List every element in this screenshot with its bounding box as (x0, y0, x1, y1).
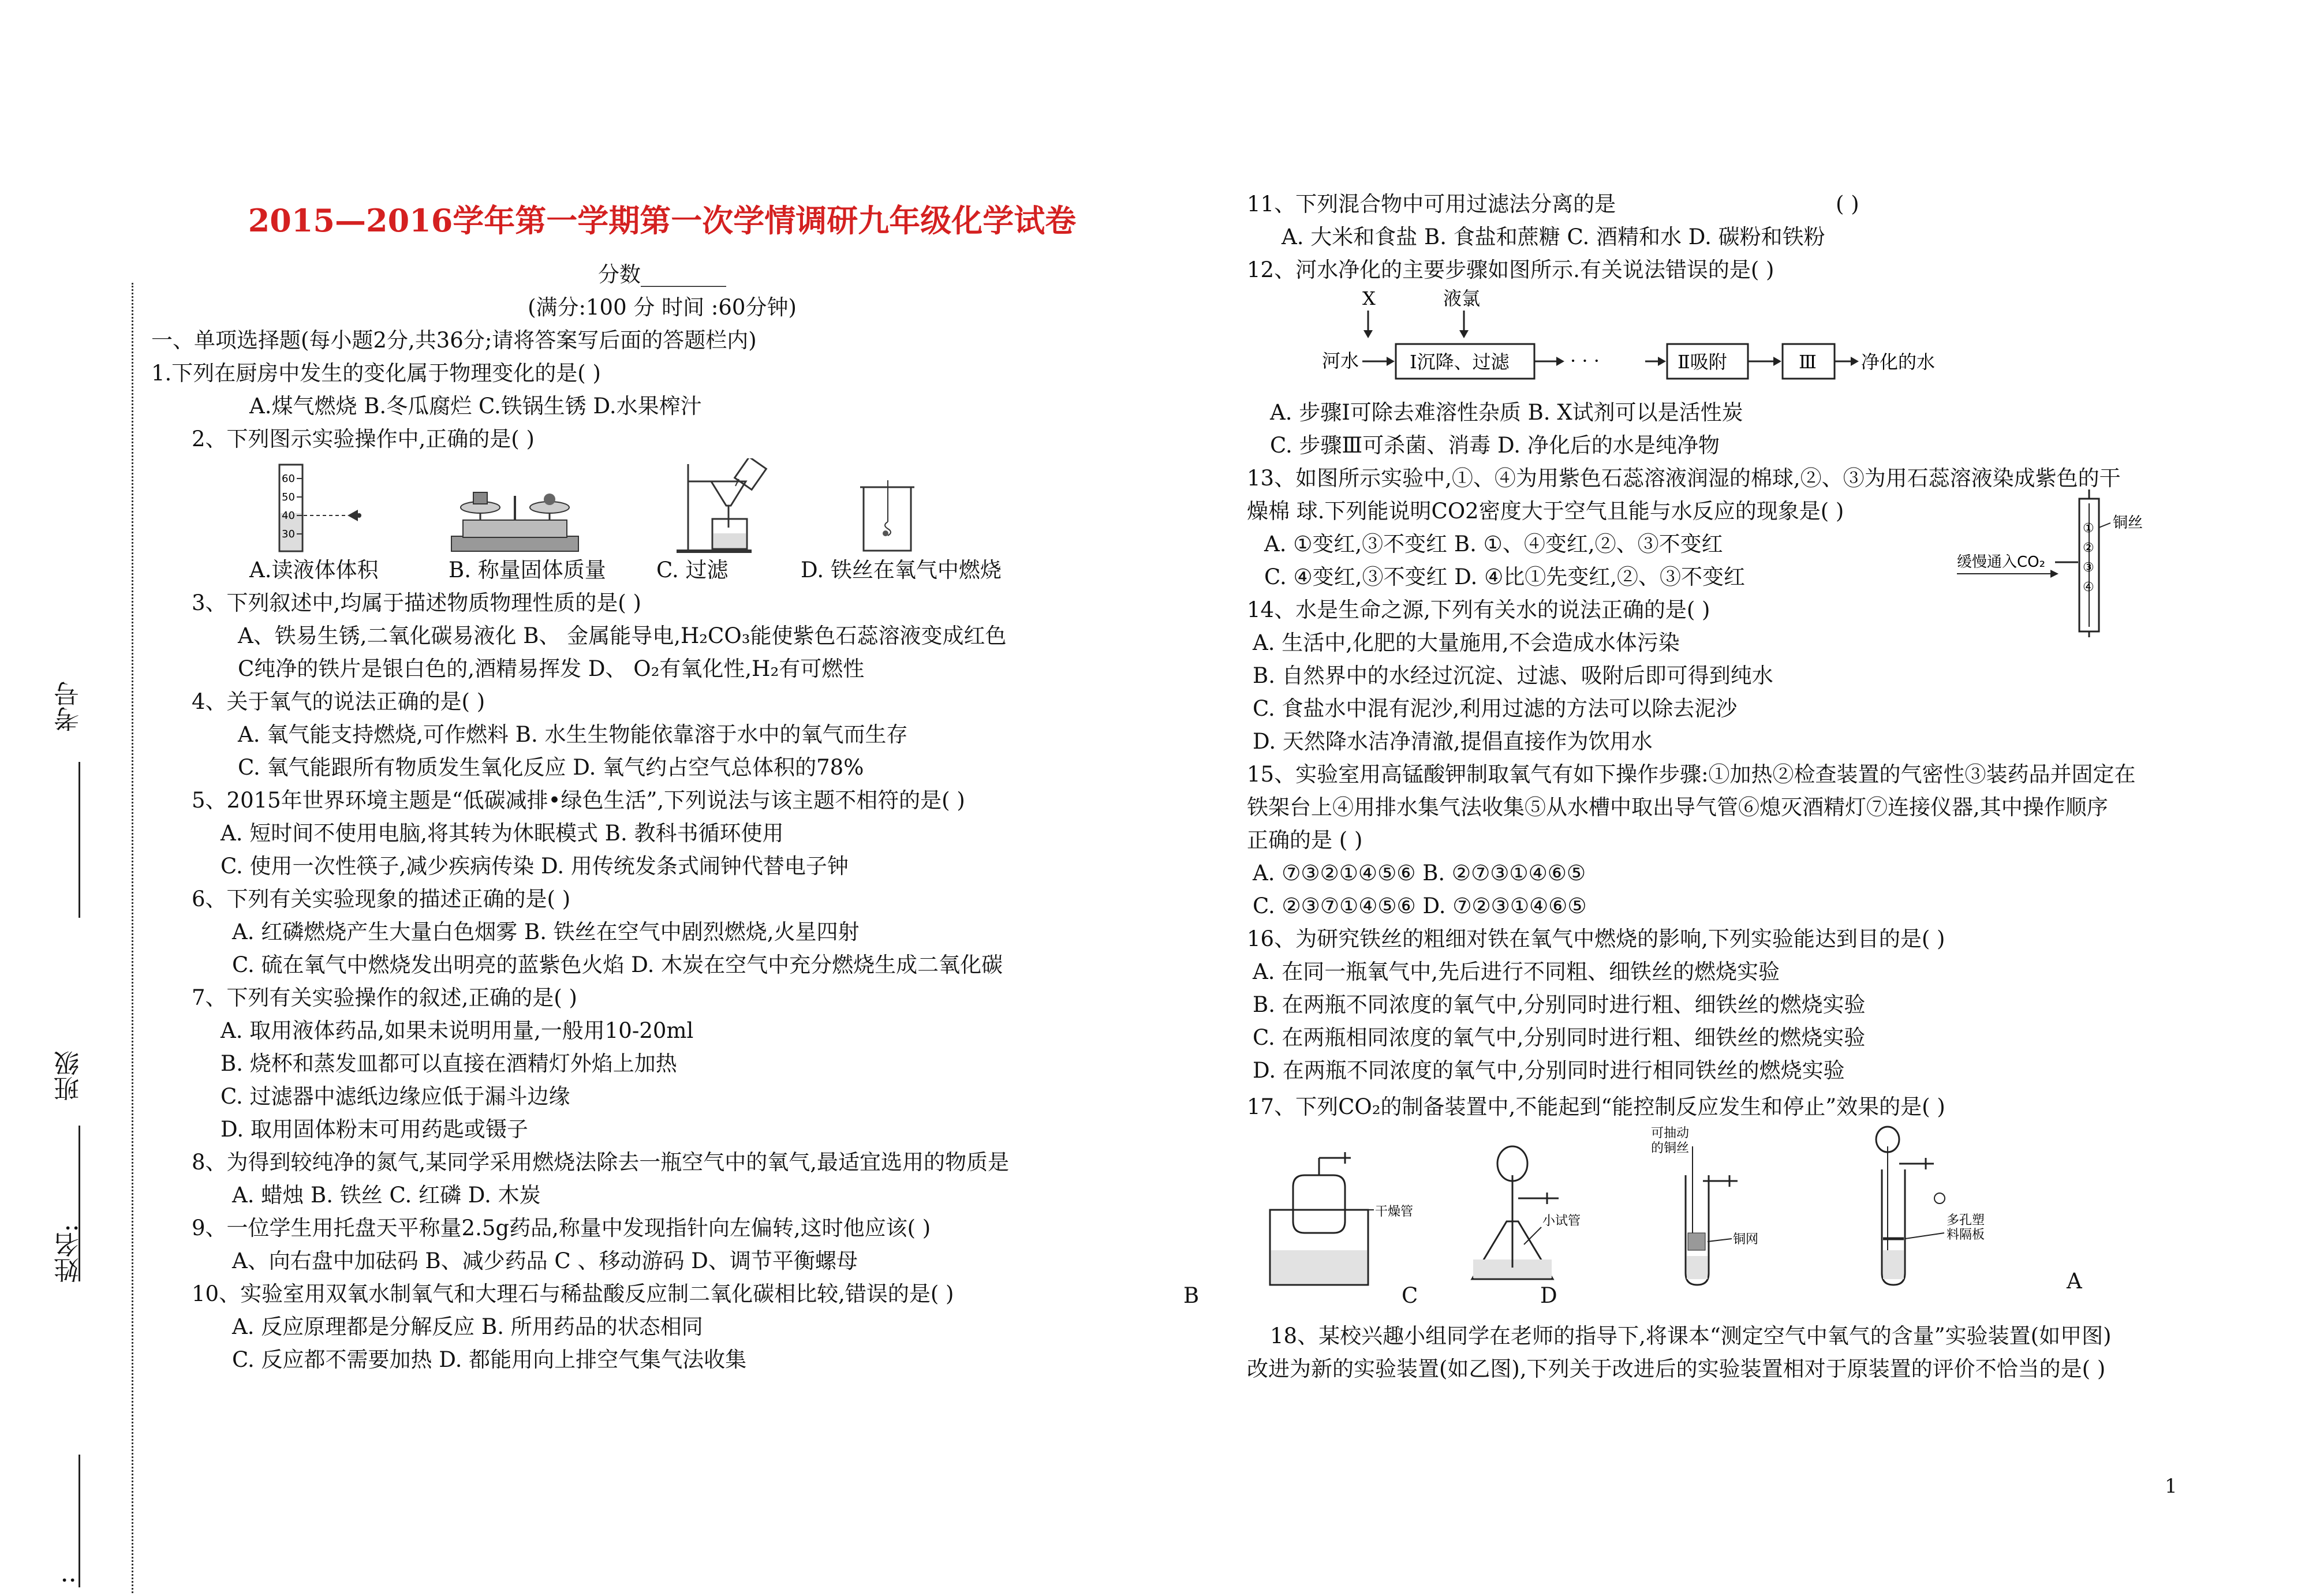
drying-tube-label: 干燥管 (1375, 1205, 1414, 1219)
co2-apparatus-figure (1247, 1123, 2136, 1314)
q16-stem: 16、为研究铁丝的粗细对铁在氧气中燃烧的影响,下列实验能达到目的是( ) (1247, 926, 1945, 951)
binding-margin (0, 0, 139, 1596)
q5-stem: 5、2015年世界环境主题是“低碳减排•绿色生活”,下列说法与该主题不相符的是( ) (192, 788, 965, 813)
q11-answer-paren: ( ) (1836, 192, 1859, 216)
q8-options: A. 蜡烛 B. 铁丝 C. 红磷 D. 木炭 (232, 1183, 541, 1208)
q10-stem: 10、实验室用双氧水制氧气和大理石与稀盐酸反应制二氧化碳相比较,错误的是( ) (192, 1281, 954, 1306)
page-number: 1 (2165, 1475, 2177, 1498)
porous-plate-label-1: 多孔塑 (1947, 1213, 1985, 1228)
flow-dots: · · · (1570, 350, 1600, 372)
step-1-box: Ⅰ沉降、过滤 (1410, 351, 1510, 373)
co2-inlet-label: 缓慢通入CO₂ (1957, 554, 2046, 571)
q16-option-b: B. 在两瓶不同浓度的氧气中,分别同时进行粗、细铁丝的燃烧实验 (1253, 992, 1866, 1017)
q2-option-d: D. 铁丝在氧气中燃烧 (801, 558, 1002, 582)
q16-option-c: C. 在两瓶相同浓度的氧气中,分别同时进行粗、细铁丝的燃烧实验 (1253, 1025, 1866, 1050)
q16-option-a: A. 在同一瓶氧气中,先后进行不同粗、细铁丝的燃烧实验 (1253, 959, 1780, 984)
left-column (151, 196, 1173, 1376)
q8-stem: 8、为得到较纯净的氮气,某同学采用燃烧法除去一瓶空气中的氧气,最适宜选用的物质是 (192, 1150, 1010, 1175)
apparatus-c (1472, 1146, 1581, 1279)
q14-option-d: D. 天然降水洁净清澈,提倡直接作为饮用水 (1253, 729, 1653, 754)
q18-stem-1: 18、某校兴趣小组同学在老师的指导下,将课本“测定空气中氧气的含量”实验装置(如甲图) (1270, 1324, 2112, 1348)
q9-stem: 9、一位学生用托盘天平称量2.5g药品,称量中发现指针向左偏转,这时他应该( ) (192, 1216, 931, 1240)
q12-options-cd: C. 步骤Ⅲ可杀菌、消毒 D. 净化后的水是纯净物 (1270, 433, 1720, 458)
q4-options-cd: C. 氧气能跟所有物质发生氧化反应 D. 氧气约占空气总体积的78% (238, 755, 864, 780)
q15-options-cd: C. ②③⑦①④⑤⑥ D. ⑦②③①④⑥⑤ (1253, 894, 1587, 918)
q5-options-ab: A. 短时间不使用电脑,将其转为休眠模式 B. 教科书循环使用 (221, 821, 784, 846)
apparatus-a (1876, 1127, 1985, 1285)
apparatus-d-letter: D (1540, 1283, 1557, 1308)
q13-options-ab: A. ①变红,③不变红 B. ①、④变红,②、③不变红 (1264, 532, 1723, 556)
q13-stem-1: 13、如图所示实验中,①、④为用紫色石蕊溶液润湿的棉球,②、③为用石蕊溶液染成紫色的干 (1247, 466, 2121, 491)
q13-options-cd: C. ④变红,③不变红 D. ④比①先变红,②、③不变红 (1264, 565, 1746, 589)
exam-no-label: 考号 (54, 681, 84, 732)
tick-30: 30 (282, 528, 295, 540)
q1-options: A.煤气燃烧 B.冬瓜腐烂 C.铁锅生锈 D.水果榨汁 (249, 394, 702, 418)
name-write-line (79, 1455, 80, 1587)
q15-stem-1: 15、实验室用高锰酸钾制取氧气有如下操作步骤:①加热②检查装置的气密性③装药品并固定在 (1247, 762, 2136, 787)
q6-stem: 6、下列有关实验现象的描述正确的是( ) (192, 887, 571, 911)
apparatus-b (1270, 1152, 1413, 1285)
q17-stem: 17、下列CO₂的制备装置中,不能起到“能控制反应发生和停止”效果的是( ) (1247, 1094, 1945, 1119)
q1-stem: 1.下列在厨房中发生的变化属于物理变化的是( ) (151, 361, 601, 386)
cotton-1: ① (2083, 521, 2094, 536)
q10-options-ab: A. 反应原理都是分解反应 B. 所用药品的状态相同 (232, 1314, 703, 1339)
q11-stem-row (1247, 188, 2228, 220)
cotton-3: ③ (2083, 560, 2094, 575)
river-water-label: 河水 (1322, 350, 1359, 372)
q2-option-c: C. 过滤 (656, 558, 729, 582)
q14-option-a: A. 生活中,化肥的大量施用,不会造成水体污染 (1253, 630, 1680, 655)
q14-stem: 14、水是生命之源,下列有关水的说法正确的是( ) (1247, 597, 1710, 622)
copper-wire-label: 铜丝 (2113, 514, 2143, 532)
q4-options-ab: A. 氧气能支持燃烧,可作燃料 B. 水生生物能依靠溶于水中的氧气而生存 (238, 722, 908, 747)
score-line: 分数________ (598, 262, 726, 287)
q11-options: A. 大米和食盐 B. 食盐和蔗糖 C. 酒精和水 D. 碳粉和铁粉 (1282, 225, 1825, 249)
q7-stem: 7、下列有关实验操作的叙述,正确的是( ) (192, 985, 577, 1010)
copper-mesh-label: 铜网 (1733, 1232, 1759, 1247)
q14-option-b: B. 自然界中的水经过沉淀、过滤、吸附后即可得到纯水 (1253, 663, 1773, 688)
step-2-box: Ⅱ吸附 (1678, 351, 1727, 373)
q2-options (151, 554, 1173, 586)
name-label: 姓名: (54, 1224, 84, 1283)
apparatus-a-letter: A (2067, 1269, 2082, 1294)
graduated-cylinder-figure (267, 461, 365, 554)
cotton-2: ② (2083, 541, 2094, 555)
class-label: 班级 (54, 1051, 84, 1101)
step-3-box: Ⅲ (1799, 351, 1817, 373)
q2-option-a: A.读液体体积 (249, 558, 379, 582)
q3-options-ab: A、铁易生锈,二氧化碳易液化 B、 金属能导电,H₂CO₃能使紫色石蕊溶液变成红色 (238, 623, 1007, 648)
q2-option-b: B. 称量固体质量 (449, 558, 606, 582)
q3-stem: 3、下列叙述中,均属于描述物质物理性质的是( ) (192, 590, 641, 615)
q5-options-cd: C. 使用一次性筷子,减少疾病传染 D. 用传统发条式闹钟代替电子钟 (221, 854, 849, 879)
apparatus-d (1651, 1126, 1758, 1285)
reagent-x-label: X (1362, 287, 1376, 309)
q6-options-cd: C. 硫在氧气中燃烧发出明亮的蓝紫色火焰 D. 木炭在空气中充分燃烧生成二氧化碳 (232, 952, 1003, 977)
q4-stem: 4、关于氧气的说法正确的是( ) (192, 689, 485, 714)
liquid-chlorine-label: 液氯 (1443, 287, 1481, 309)
co2-tube-figure (1940, 487, 2182, 637)
small-tube-label: 小试管 (1542, 1214, 1581, 1228)
binding-dashed-line (132, 283, 133, 1593)
bottom-mark: : (51, 1576, 80, 1584)
q7-option-c: C. 过滤器中滤纸边缘应低于漏斗边缘 (221, 1084, 570, 1109)
pullable-label-1: 可抽动 (1651, 1126, 1690, 1141)
q15-options-ab: A. ⑦③②①④⑤⑥ B. ②⑦③①④⑥⑤ (1253, 861, 1586, 885)
pullable-label-2: 的铜丝 (1651, 1141, 1690, 1156)
right-column (1183, 188, 2228, 1385)
q7-option-b: B. 烧杯和蒸发皿都可以直接在酒精灯外焰上加热 (221, 1051, 677, 1076)
cotton-4: ④ (2083, 580, 2094, 595)
q14-option-c: C. 食盐水中混有泥沙,利用过滤的方法可以除去泥沙 (1253, 696, 1738, 721)
tick-50: 50 (282, 491, 295, 503)
q2-figures (151, 455, 1173, 554)
q10-options-cd: C. 反应都不需要加热 D. 都能用向上排空气集气法收集 (232, 1347, 747, 1372)
q6-options-ab: A. 红磷燃烧产生大量白色烟雾 B. 铁丝在空气中剧烈燃烧,火星四射 (232, 920, 860, 944)
balance-figure (446, 484, 584, 554)
q12-stem: 12、河水净化的主要步骤如图所示.有关说法错误的是( ) (1247, 257, 1774, 282)
apparatus-b-letter: B (1183, 1283, 1200, 1308)
q13-stem-2: 燥棉 球.下列能说明CO2密度大于空气且能与水反应的现象是( ) (1247, 499, 1844, 524)
porous-plate-label-2: 料隔板 (1947, 1228, 1985, 1242)
q16-option-d: D. 在两瓶不同浓度的氧气中,分别同时进行相同铁丝的燃烧实验 (1253, 1058, 1845, 1083)
q17-figures (1183, 1123, 2228, 1320)
section-heading: 一、单项选择题(每小题2分,共36分;请将答案写后面的答题栏内) (151, 328, 757, 353)
q2-stem: 2、下列图示实验操作中,正确的是( ) (192, 427, 535, 451)
filtration-figure (671, 458, 780, 554)
q11-stem: 11、下列混合物中可用过滤法分离的是 (1247, 192, 1616, 216)
q15-stem-3: 正确的是 ( ) (1247, 828, 1363, 853)
q7-option-d: D. 取用固体粉末可用药匙或镊子 (221, 1117, 528, 1142)
exam-no-write-line (79, 762, 80, 918)
iron-wire-burning-figure (855, 476, 919, 554)
tick-40: 40 (282, 510, 295, 522)
apparatus-c-letter: C (1402, 1283, 1418, 1308)
exam-meta: (满分:100 分 时间 :60分钟) (528, 295, 797, 320)
q9-options: A、向右盘中加砝码 B、减少药品 C 、移动游码 D、调节平衡螺母 (232, 1249, 858, 1273)
q18-stem-2: 改进为新的实验装置(如乙图),下列关于改进后的实验装置相对于原装置的评价不恰当的是( ) (1247, 1356, 2106, 1381)
water-purification-diagram (1247, 286, 2113, 396)
q15-stem-2: 铁架台上④用排水集气法收集⑤从水槽中取出导气管⑥熄灭酒精灯⑦连接仪器,其中操作顺序 (1247, 795, 2108, 820)
tick-60: 60 (282, 473, 295, 485)
q7-option-a: A. 取用液体药品,如果未说明用量,一般用10-20ml (221, 1018, 694, 1043)
q12-options-ab: A. 步骤Ⅰ可除去难溶性杂质 B. X试剂可以是活性炭 (1270, 400, 1743, 425)
page-title: 2015—2016学年第一学期第一次学情调研九年级化学试卷 (248, 202, 1077, 239)
purified-water-label: 净化的水 (1861, 351, 1936, 373)
q3-options-cd: C纯净的铁片是银白色的,酒精易挥发 D、 O₂有氧化性,H₂有可燃性 (238, 656, 865, 681)
